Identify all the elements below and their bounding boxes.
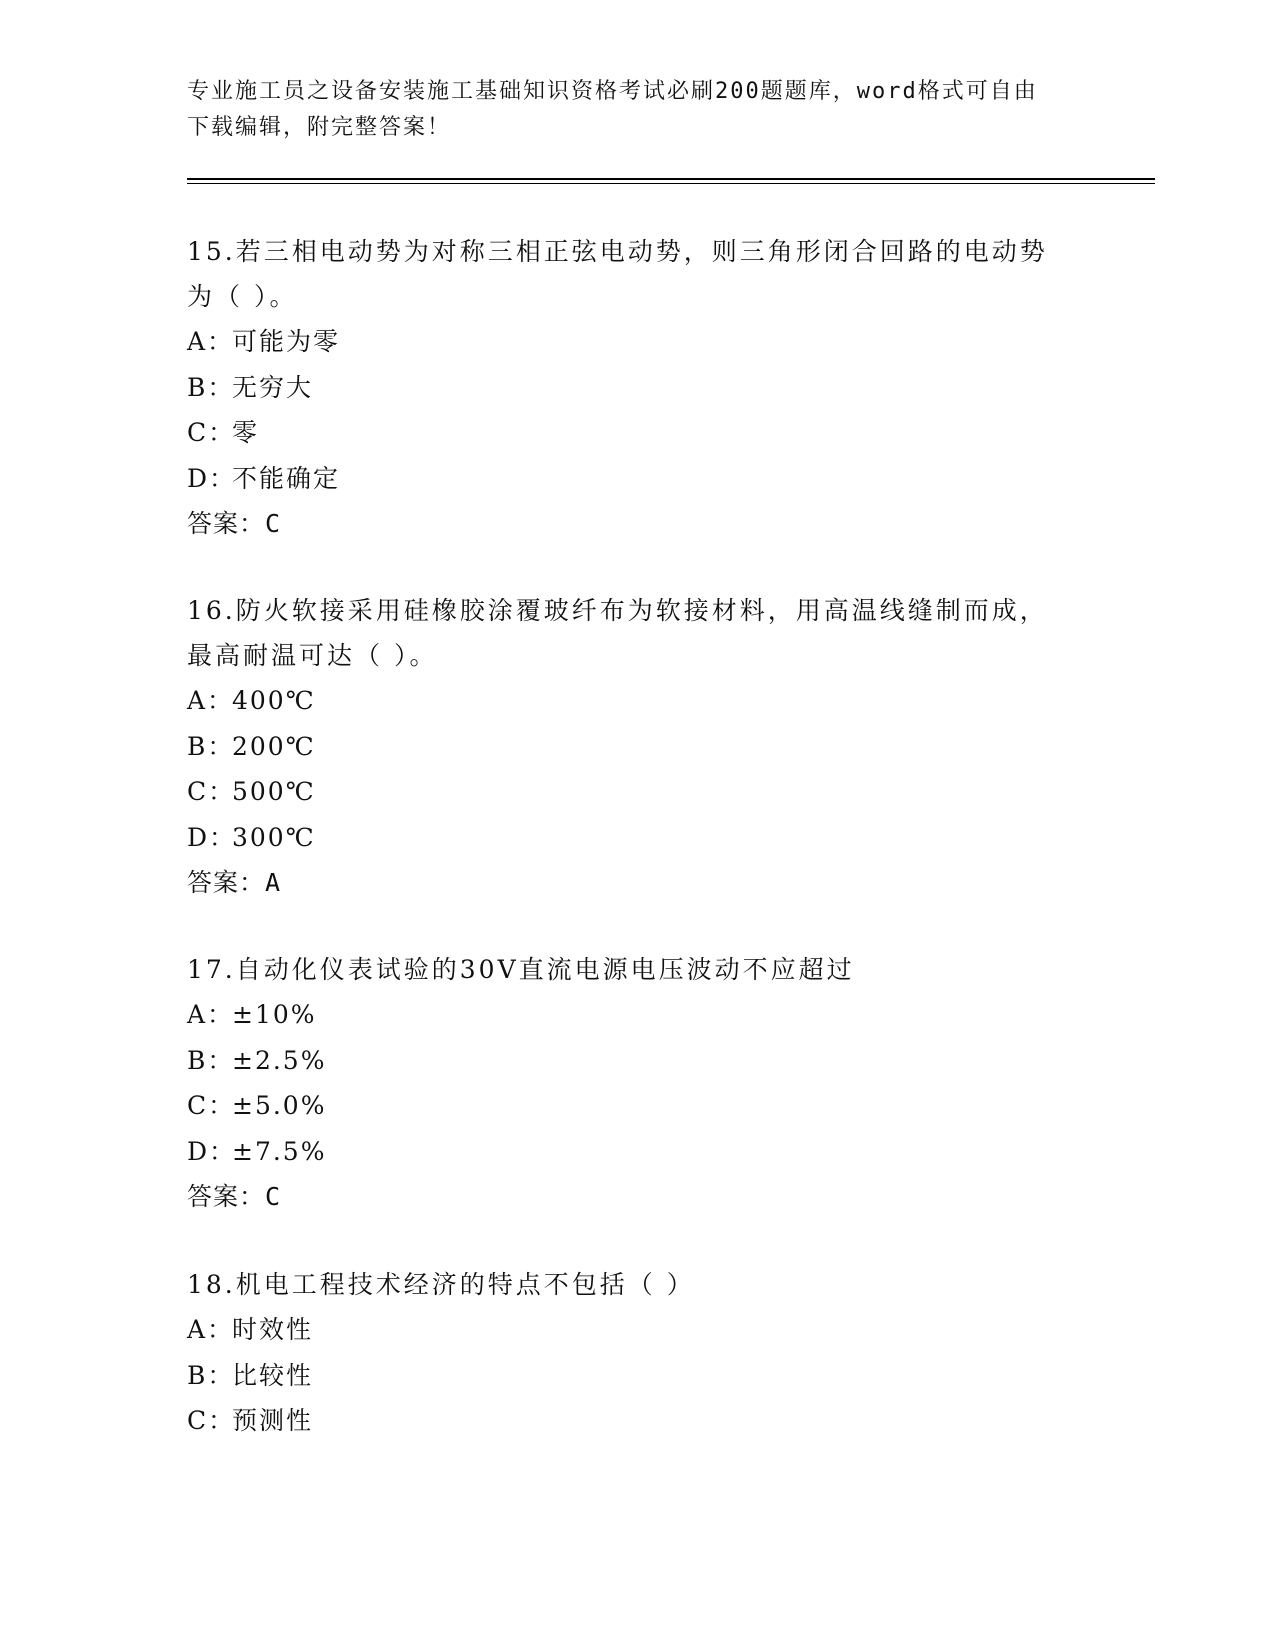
document-header — [187, 74, 1087, 146]
option-b — [187, 1353, 1087, 1399]
option-c — [187, 1398, 1087, 1444]
question-stem-line-1: 17.自动化仪表试验的30V直流电源电压波动不应超过 — [187, 955, 855, 984]
option-key: B： — [187, 1045, 235, 1075]
header-divider-thin — [187, 183, 1155, 184]
option-text: 500℃ — [232, 777, 316, 806]
option-key: D： — [187, 463, 237, 493]
option-text: 预测性 — [232, 1406, 314, 1435]
question-stem — [187, 947, 1087, 992]
question-stem-line-1: 16.防火软接采用硅橡胶涂覆玻纤布为软接材料，用高温线缝制而成， — [187, 596, 1048, 625]
question-stem-line-1: 18.机电工程技术经济的特点不包括（ ） — [187, 1270, 695, 1299]
option-key: A： — [187, 686, 235, 715]
option-key: D： — [187, 1136, 237, 1166]
option-a — [187, 1307, 1087, 1353]
option-key: B： — [187, 1360, 235, 1390]
option-d — [187, 815, 1087, 861]
option-b — [187, 365, 1087, 411]
question-16 — [187, 588, 1087, 906]
option-text: 可能为零 — [232, 327, 341, 356]
option-text: 300℃ — [232, 822, 316, 852]
question-15 — [187, 229, 1087, 547]
option-text: 比较性 — [232, 1360, 314, 1390]
option-c — [187, 769, 1087, 815]
option-b — [187, 724, 1087, 770]
option-key: C： — [187, 777, 236, 806]
option-key: A： — [187, 1000, 235, 1029]
option-key: D： — [187, 822, 237, 852]
option-key: C： — [187, 1091, 236, 1120]
option-c — [187, 410, 1087, 456]
option-text: 不能确定 — [232, 463, 341, 493]
question-stem-line-1: 15.若三相电动势为对称三相正弦电动势，则三角形闭合回路的电动势 — [187, 237, 1048, 266]
option-key: C： — [187, 418, 236, 447]
option-text: 200℃ — [232, 731, 316, 761]
option-c — [187, 1083, 1087, 1129]
header-line-2: 下载编辑，附完整答案！ — [187, 115, 452, 140]
option-key: A： — [187, 1315, 235, 1344]
option-d — [187, 1129, 1087, 1175]
option-text: ±5.0% — [232, 1091, 327, 1120]
option-text: 400℃ — [232, 686, 316, 715]
option-b — [187, 1038, 1087, 1084]
option-text: ±7.5% — [232, 1136, 327, 1166]
option-key: C： — [187, 1406, 236, 1435]
answer: 答案：A — [187, 868, 282, 897]
option-key: B： — [187, 372, 235, 402]
question-stem — [187, 1262, 1087, 1307]
answer: 答案：C — [187, 509, 282, 538]
question-17 — [187, 947, 1087, 1220]
option-d — [187, 456, 1087, 502]
option-text: 零 — [232, 418, 260, 447]
option-text: ±10% — [232, 1000, 317, 1029]
header-line-1: 专业施工员之设备安装施工基础知识资格考试必刷200题题库，word格式可自由 — [187, 79, 1038, 104]
question-stem — [187, 229, 1087, 319]
question-stem-line-2: 为（ ）。 — [187, 282, 298, 311]
question-stem-line-2: 最高耐温可达（ ）。 — [187, 641, 438, 670]
question-18 — [187, 1262, 1087, 1444]
option-key: A： — [187, 327, 235, 356]
option-a — [187, 319, 1087, 365]
option-a — [187, 678, 1087, 724]
option-a — [187, 992, 1087, 1038]
header-divider-thick — [187, 178, 1155, 180]
option-text: ±2.5% — [232, 1045, 327, 1075]
answer: 答案：C — [187, 1182, 282, 1211]
option-text: 时效性 — [232, 1315, 314, 1344]
option-text: 无穷大 — [232, 372, 314, 402]
option-key: B： — [187, 731, 235, 761]
question-stem — [187, 588, 1087, 678]
